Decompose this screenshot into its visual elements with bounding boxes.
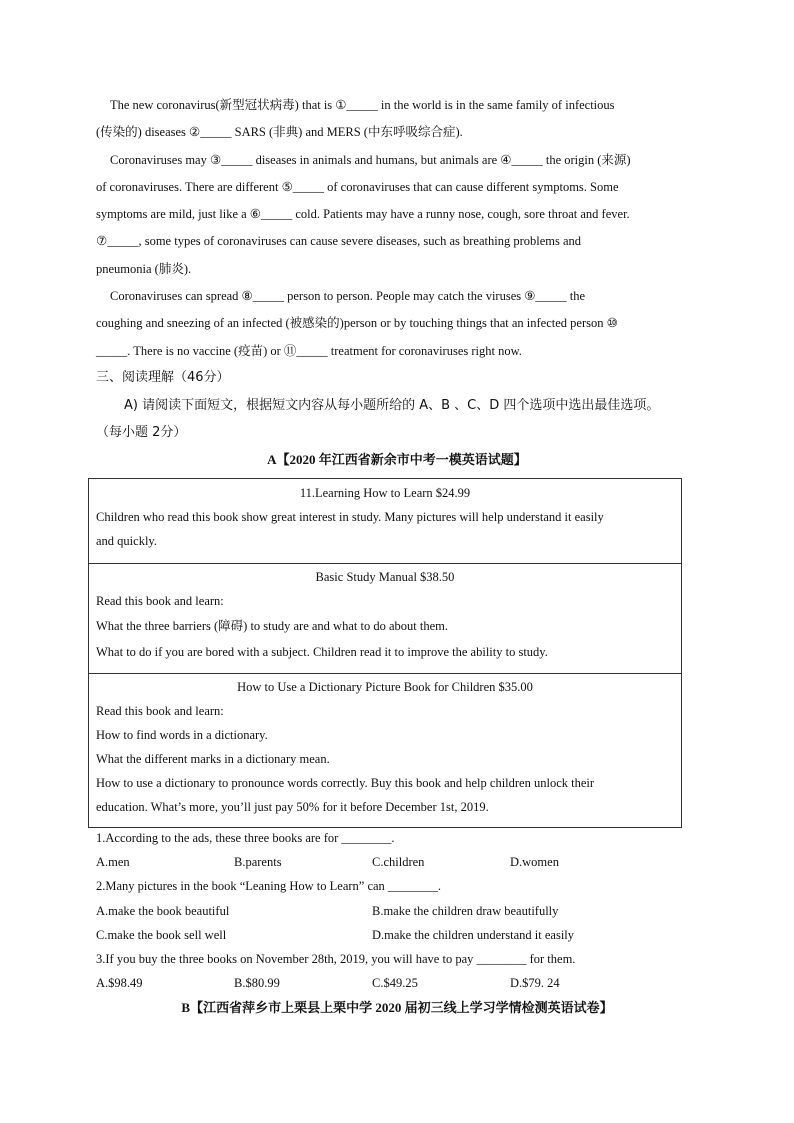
ad-line: Children who read this book show great interest in study. Many pictures will help understand it easily [96, 510, 604, 524]
ad-line: What the different marks in a dictionary mean. [96, 752, 330, 766]
part-b-heading: B【江西省萍乡市上栗县上栗中学 2020 届初三线上学习学情检测英语试卷】 [181, 1000, 613, 1015]
option-d: D.$79. 24 [510, 976, 560, 990]
ad-line: and quickly. [96, 534, 157, 548]
question-stem: 3.If you buy the three books on November 28th, 2019, you will have to pay ________ for them. [96, 952, 576, 966]
passage-line: _____. There is no vaccine (疫苗) or ⑪_____ treatment for coronaviruses right now. [96, 344, 522, 358]
passage-line: ⑦_____, some types of coronaviruses can cause severe diseases, such as breathing problems and [96, 234, 582, 248]
option-c: C.$49.25 [372, 976, 418, 990]
option-b: B.make the children draw beautifully [372, 904, 559, 918]
option-a: A.$98.49 [96, 976, 143, 990]
passage-line: of coronaviruses. There are different ⑤_____ of coronaviruses that can cause different symptoms. Some [96, 180, 619, 194]
ad-title: How to Use a Dictionary Picture Book for Children $35.00 [237, 680, 533, 694]
section-title: 三、阅读理解（46分） [96, 370, 230, 385]
option-c: C.make the book sell well [96, 928, 227, 942]
section-instruction: A) 请阅读下面短文，根据短文内容从每小题所给的 A、B 、C、D 四个选项中选出最佳选项。 [124, 398, 660, 413]
option-c: C.children [372, 855, 425, 869]
question-stem: 1.According to the ads, these three books are for ________. [96, 831, 395, 845]
option-a: A.men [96, 855, 130, 869]
ad-line: Read this book and learn: [96, 594, 224, 608]
ad-line: Read this book and learn: [96, 704, 224, 718]
passage-line: (传染的) diseases ②_____ SARS (非典) and MERS (中东呼吸综合症). [96, 125, 463, 139]
passage-line: Coronaviruses may ③_____ diseases in animals and humans, but animals are ④_____ the origin (来源) [110, 153, 631, 167]
ads-table [88, 478, 682, 828]
passage-line: The new coronavirus(新型冠状病毒) that is ①_____ in the world is in the same family of infectious [110, 98, 615, 112]
question-stem: 2.Many pictures in the book “Leaning How to Learn” can ________. [96, 879, 442, 893]
passage-line: Coronaviruses can spread ⑧_____ person to person. People may catch the viruses ⑨_____ the [110, 289, 586, 303]
ad-title: 11.Learning How to Learn $24.99 [299, 486, 471, 500]
ad-line: What to do if you are bored with a subject. Children read it to improve the ability to study. [96, 645, 548, 659]
ad-line: How to find words in a dictionary. [96, 728, 268, 742]
option-d: D.make the children understand it easily [372, 928, 575, 942]
option-a: A.make the book beautiful [96, 904, 230, 918]
passage-line: pneumonia (肺炎). [96, 262, 192, 276]
passage-line: coughing and sneezing of an infected (被感染的)person or by touching things that an infected person ⑩ [96, 316, 618, 330]
section-instruction: （每小题 2分） [96, 425, 187, 440]
ad-cell [89, 674, 681, 829]
ad-line: How to use a dictionary to pronounce words correctly. Buy this book and help children unlock their [96, 776, 595, 790]
ad-cell [89, 479, 681, 564]
ad-line: education. What’s more, you’ll just pay 50% for it before December 1st, 2019. [96, 800, 489, 814]
ad-cell [89, 564, 681, 674]
option-b: B.parents [234, 855, 282, 869]
option-d: D.women [510, 855, 559, 869]
passage-line: symptoms are mild, just like a ⑥_____ cold. Patients may have a runny nose, cough, sore throat and fever. [96, 207, 630, 221]
ad-line: What the three barriers (障碍) to study are and what to do about them. [96, 619, 448, 633]
option-b: B.$80.99 [234, 976, 280, 990]
part-a-heading: A【2020 年江西省新余市中考一模英语试题】 [267, 452, 527, 467]
ad-title: Basic Study Manual $38.50 [315, 570, 455, 584]
